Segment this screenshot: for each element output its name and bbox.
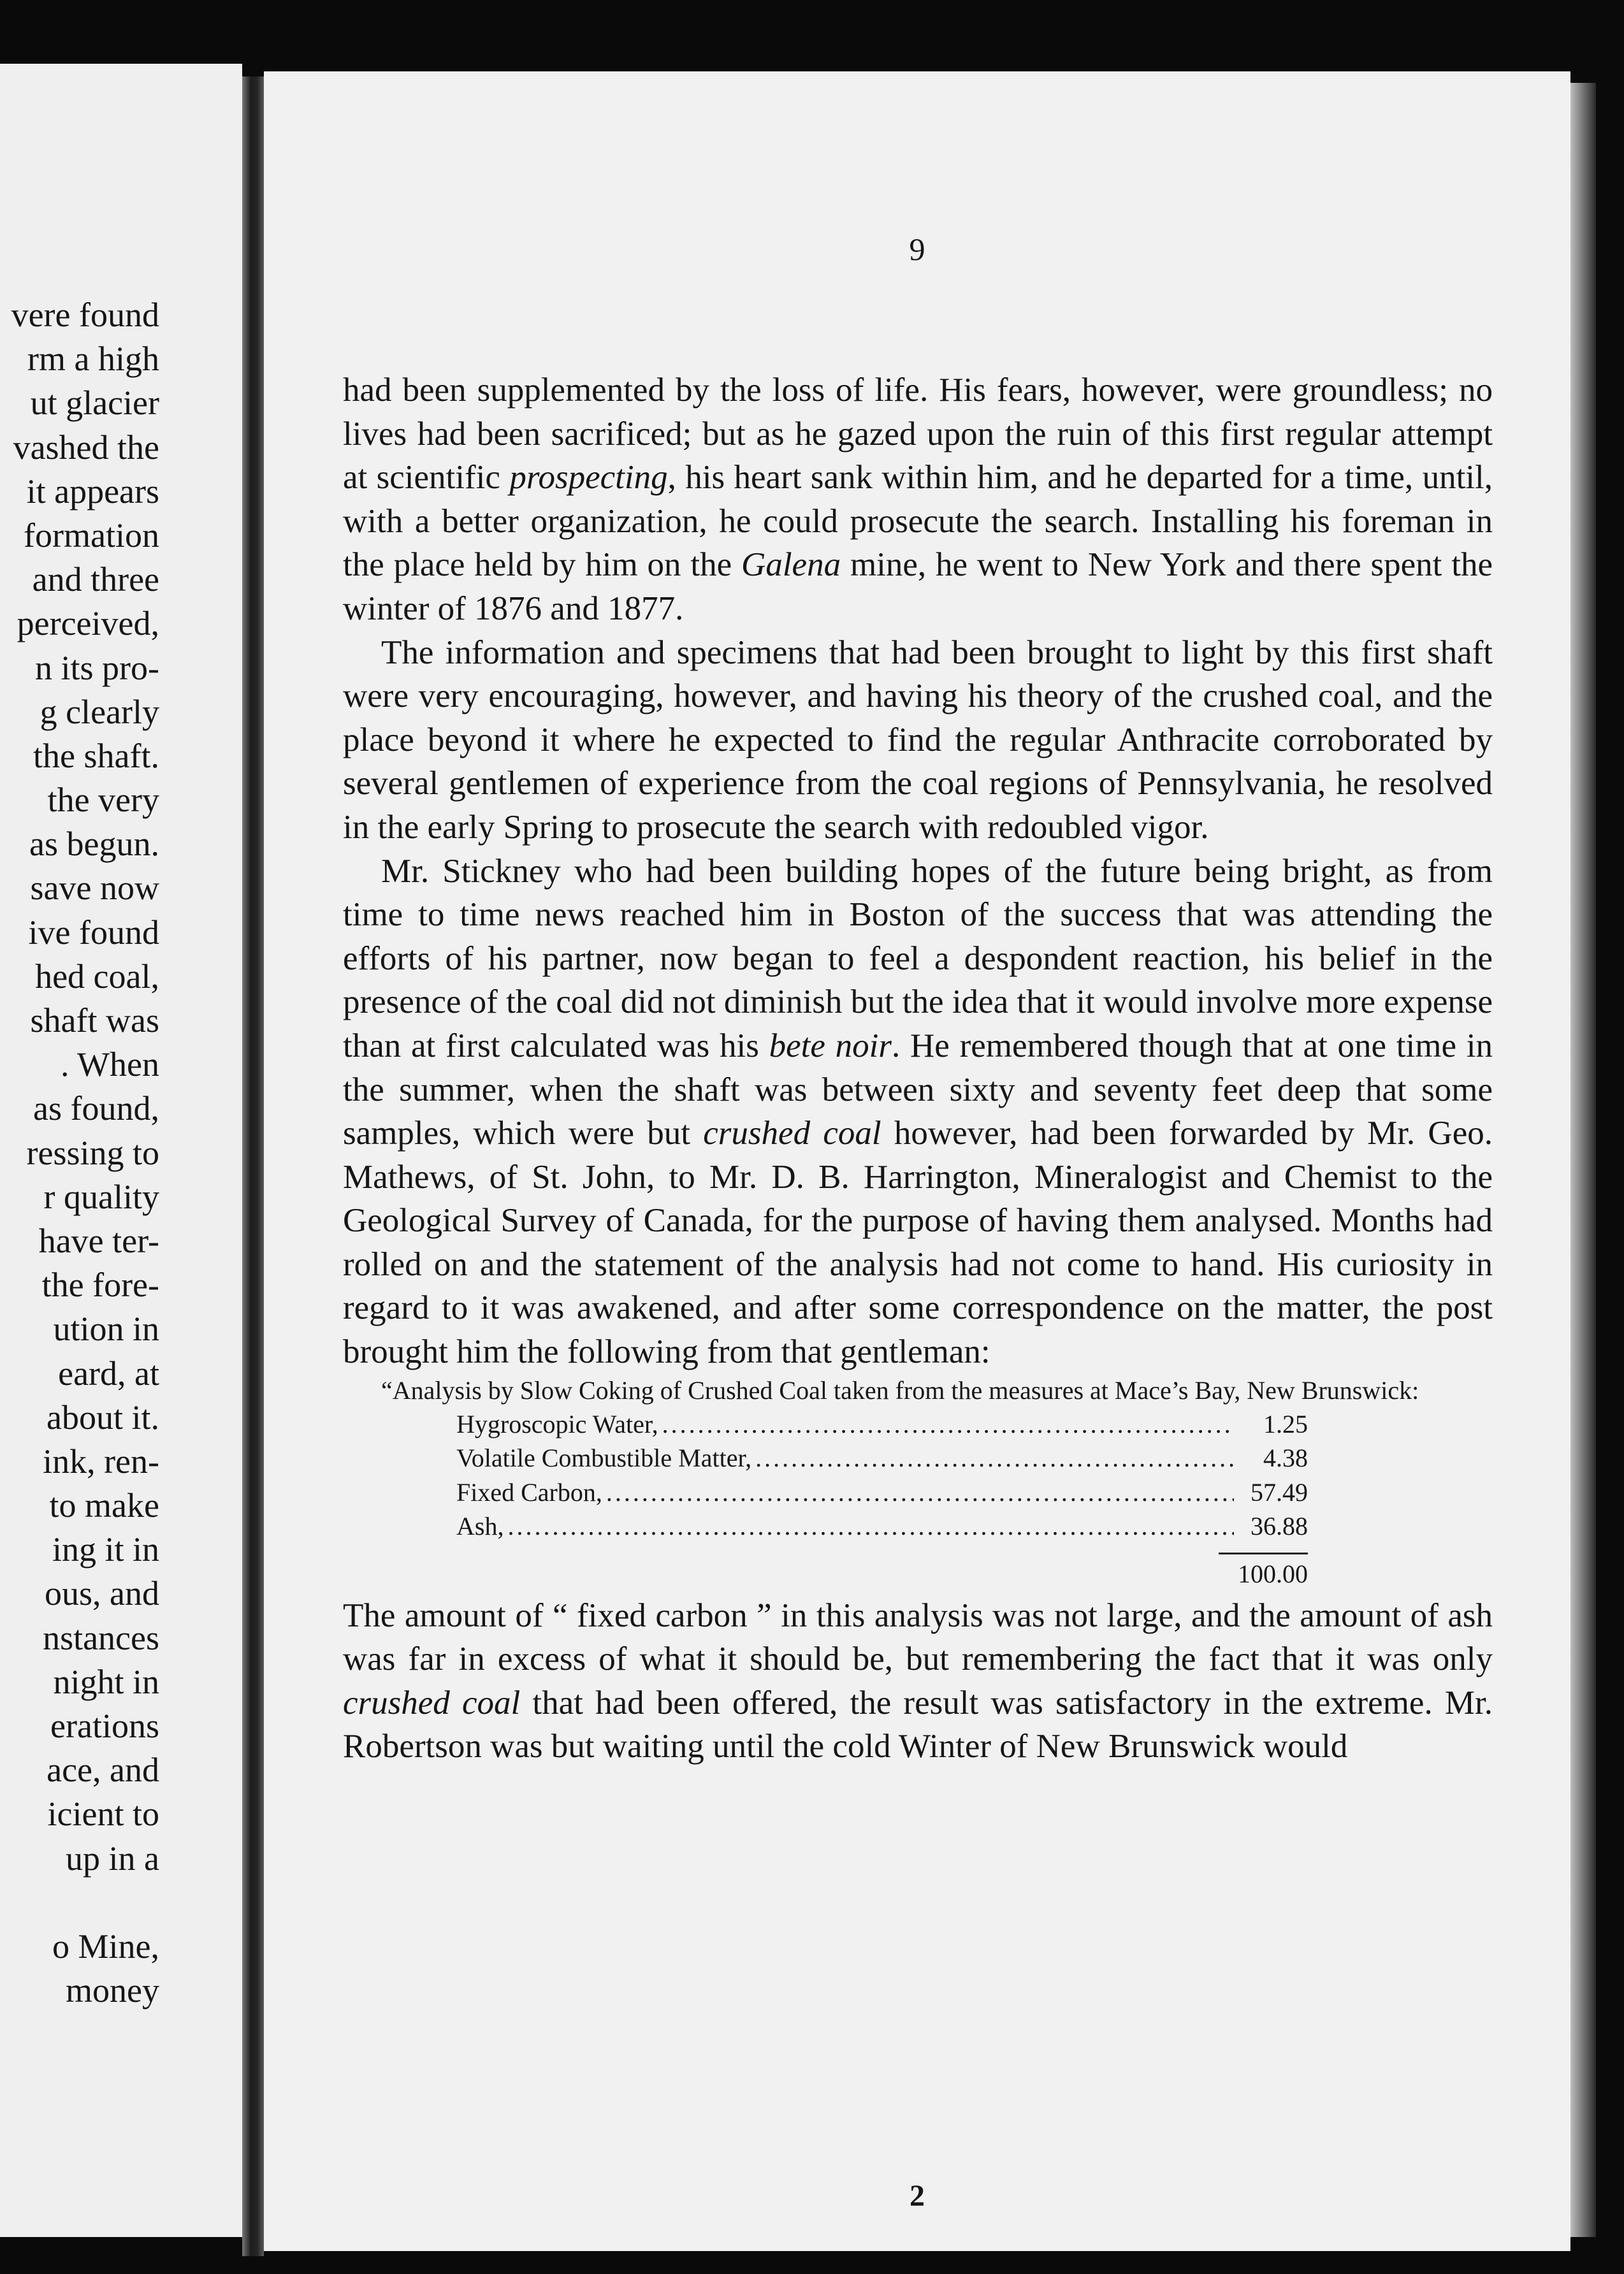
analysis-row <box>456 1407 1308 1442</box>
text-run: that had been offered, the result was satisfactory in the extreme. Mr. Robertson was but waiting until the cold Winter of New Brunswick would <box>343 1684 1493 1765</box>
previous-page-line: the very <box>47 781 159 820</box>
previous-page-line: up in a <box>66 1839 159 1878</box>
analysis-table <box>456 1407 1308 1544</box>
italic-text: bete noir <box>769 1027 892 1064</box>
previous-page-line: about it. <box>47 1398 159 1437</box>
document-page <box>264 71 1570 2251</box>
previous-page-line: vere found <box>11 296 159 334</box>
previous-page-line: . When <box>61 1045 159 1084</box>
text-run: mine, he went to New York and there spent the winter of 1876 and 1877. <box>343 546 1493 627</box>
previous-page-line: perceived, <box>17 604 159 643</box>
dot-leader <box>606 1475 1234 1510</box>
previous-page-line: rm a high <box>27 340 159 379</box>
analysis-quote: “Analysis by Slow Coking of Crushed Coal taken from the measures at Mace’s Bay, New Brunswick: <box>381 1375 1419 1405</box>
text-run: The amount of “ fixed carbon ” in this analysis was not large, and the amount of ash was far in excess of what it should be, but remembering the fact that it was only <box>343 1597 1493 1678</box>
text-run: had been supplemented by the loss of life. His fears, however, were groundless; no lives had been sacrificed; but as he gazed upon the ruin of this first regular attempt at scientific <box>343 372 1493 496</box>
previous-page-line: nstances <box>43 1618 159 1657</box>
text-run: . He remembered though that at one time in the summer, when the shaft was between sixty and seventy feet deep that some samples, which were but <box>343 1027 1493 1152</box>
text-run: however, had been forwarded by Mr. Geo. Mathews, of St. John, to Mr. D. B. Harrington, Mineralogist and Chemist to the Geological Survey of Canada, for the purpose of having them analysed. Months had rolled on and the statement of the analysis had not come to hand. His curiosity in regard to it was awakened, and after some correspondence on the matter, the post brought him the following from that gentleman: <box>343 1115 1493 1371</box>
analysis-row <box>456 1475 1308 1510</box>
previous-page-line: formation <box>24 516 159 554</box>
previous-page-line: shaft was <box>30 1001 159 1039</box>
analysis-value: 4.38 <box>1263 1444 1308 1473</box>
page-number: 9 <box>909 231 925 267</box>
text-run: , his heart sank within him, and he departed for a time, until, with a better organization, he could prosecute the search. Installing his foreman in the place held by him on the <box>343 459 1493 584</box>
italic-text: prospecting <box>509 459 668 496</box>
book-gutter <box>242 76 264 2256</box>
previous-page-line: ive found <box>28 913 159 952</box>
previous-page-line: r quality <box>43 1177 159 1216</box>
previous-page-line: erations <box>50 1707 159 1745</box>
previous-page-line: ution in <box>53 1310 159 1349</box>
previous-page-line: eard, at <box>58 1354 159 1393</box>
previous-page-line: ace, and <box>47 1751 159 1790</box>
previous-page-line: money <box>66 1971 159 2010</box>
previous-page-line: vashed the <box>13 428 159 467</box>
previous-page-line: as begun. <box>29 825 159 864</box>
analysis-label: Hygroscopic Water, <box>456 1409 658 1438</box>
previous-page-line: ut glacier <box>30 384 159 423</box>
analysis-label: Volatile Combustible Matter, <box>456 1444 752 1473</box>
paragraph-4 <box>343 1594 1493 1769</box>
previous-page-line: hed coal, <box>35 957 159 996</box>
italic-text: Galena <box>741 546 841 584</box>
analysis-value: 36.88 <box>1251 1512 1308 1541</box>
analysis-label: Fixed Carbon, <box>456 1477 602 1507</box>
previous-page-line: the fore- <box>41 1266 159 1305</box>
previous-page-line: as found, <box>33 1089 159 1128</box>
previous-page-line: to make <box>49 1486 159 1525</box>
previous-page-line: ing it in <box>52 1530 159 1569</box>
previous-page-line: o Mine, <box>52 1927 159 1966</box>
paragraph-2: The information and specimens that had been brought to light by this first shaft were very encouraging, however, and having his theory of the crushed coal, and the place beyond it where he expected to find the regular Anthracite corroborated by several gentlemen of experience from the coal regions of Pennsylvania, he resolved in the early Spring to prosecute the search with redoubled vigor. <box>343 634 1493 846</box>
previous-page-line: ous, and <box>45 1574 159 1613</box>
analysis-label: Ash, <box>456 1512 504 1541</box>
previous-page-line: night in <box>53 1662 159 1701</box>
previous-page-line: it appears <box>26 472 159 511</box>
paragraph-3 <box>343 850 1493 1374</box>
analysis-value: 1.25 <box>1263 1409 1308 1438</box>
previous-page-line: ressing to <box>26 1133 159 1172</box>
page-edge-shadow <box>1570 83 1596 2237</box>
previous-page-line: have ter- <box>38 1221 159 1260</box>
dot-leader <box>755 1441 1234 1475</box>
analysis-row <box>456 1441 1308 1475</box>
previous-page-line: save now <box>30 869 159 908</box>
previous-page-text <box>0 293 159 2013</box>
dot-leader <box>662 1407 1234 1442</box>
previous-page-line: the shaft. <box>33 736 159 775</box>
dot-leader <box>507 1509 1234 1544</box>
previous-page-line: ink, ren- <box>43 1442 159 1481</box>
previous-page-line: n its pro- <box>35 648 159 687</box>
previous-page-line <box>0 1881 159 1925</box>
previous-page-line: and three <box>32 560 159 599</box>
previous-page <box>0 64 242 2237</box>
body-text <box>343 368 1493 1769</box>
analysis-row <box>456 1509 1308 1544</box>
analysis-value: 57.49 <box>1251 1477 1308 1507</box>
previous-page-line: icient to <box>47 1795 159 1834</box>
italic-text: crushed coal <box>343 1684 521 1721</box>
text-run: Mr. Stickney who had been building hopes of the future being bright, as from time to time news reached him in Boston of the success that was attending the efforts of his partner, now began to feel a despondent reaction, his belief in the presence of the coal did not diminish but the idea that it would involve more expense than at first calculated was his <box>343 852 1493 1064</box>
previous-page-line: g clearly <box>40 692 159 731</box>
italic-text: crushed coal <box>703 1115 881 1152</box>
signature-mark: 2 <box>910 2179 925 2213</box>
paragraph-1 <box>343 368 1493 631</box>
analysis-total: 100.00 <box>1238 1559 1308 1588</box>
